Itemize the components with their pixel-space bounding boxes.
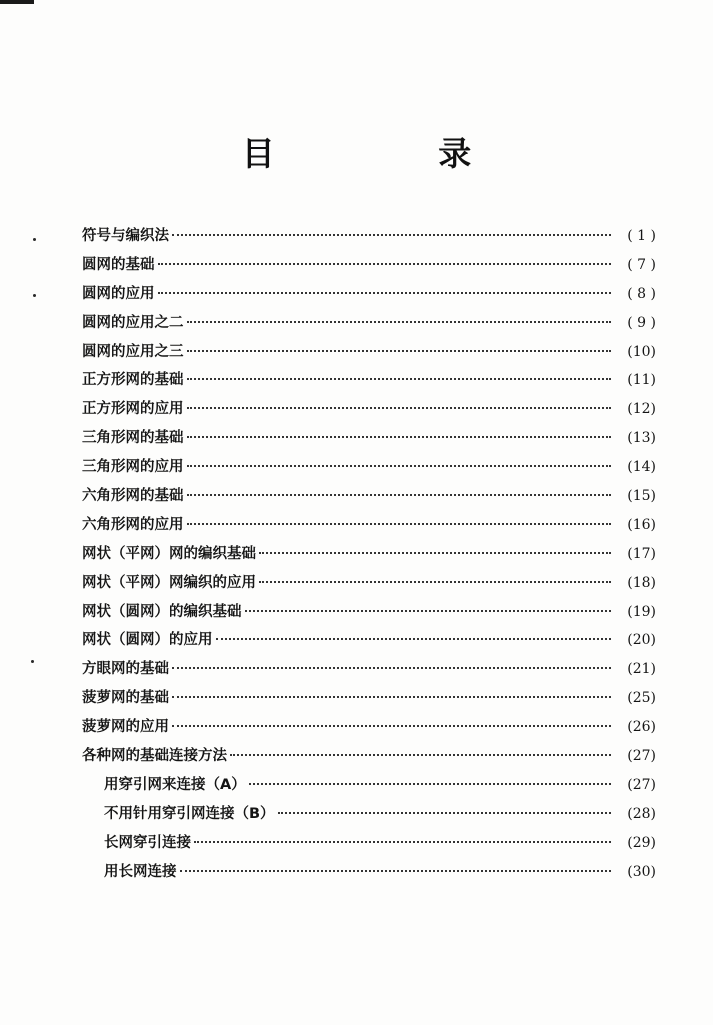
toc-entry-page-number: (28) [627,805,656,822]
toc-dot-leader [187,522,612,525]
toc-entry-page-number: (25) [627,690,656,707]
scan-speck [33,238,36,241]
toc-entry-page-number: ( 9 ) [627,314,656,331]
toc-entry-page-number: ( 8 ) [627,285,656,302]
toc-dot-leader [278,811,611,814]
toc-entry [82,482,656,511]
toc-entry-title: 六角形网的基础 [82,488,184,505]
toc-entry [82,569,656,598]
toc-entry-title: 网状（平网）网编织的应用 [82,574,256,591]
toc-entry [82,771,656,800]
toc-entry-page-number: (26) [627,719,656,736]
toc-entry-title: 圆网的应用之三 [82,343,184,360]
toc-dot-leader [187,464,612,467]
toc-entry-title: 菠萝网的应用 [82,719,169,736]
page-title: 目 录 [241,134,548,174]
toc-entry-page-number: (30) [627,863,656,880]
toc-dot-leader [187,349,612,352]
toc-dot-leader [158,262,612,265]
scan-speck [31,660,34,663]
toc-entry-title: 符号与编织法 [82,228,169,244]
toc-dot-leader [187,377,612,380]
toc-entry [82,800,656,829]
toc-entry [82,280,656,309]
toc-entry [82,222,656,251]
toc-entry [82,309,656,338]
toc-dot-leader [230,753,611,756]
toc-entry [82,366,656,395]
toc-dot-leader [172,666,611,669]
toc-entry [82,829,656,858]
toc-dot-leader [259,580,611,583]
toc-entry [82,251,656,280]
toc-entry-title: 正方形网的应用 [82,401,184,418]
toc-dot-leader [194,840,611,843]
toc-entry-title: 用穿引网来连接（A） [104,776,246,793]
toc-entry [82,511,656,540]
toc-dot-leader [172,233,611,236]
toc-entry-title: 各种网的基础连接方法 [82,748,227,765]
toc-entry-page-number: (21) [627,661,656,678]
toc-entry [82,453,656,482]
toc-entry [82,424,656,453]
toc-entry-title: 网状（圆网）的编织基础 [82,603,242,620]
toc-entry [82,858,656,887]
toc-entry [82,540,656,569]
toc-entry [82,655,656,684]
toc-entry [82,684,656,713]
toc-entry-title: 用长网连接 [104,863,177,880]
toc-entry-page-number: (11) [627,372,656,389]
toc-entry [82,338,656,367]
toc-entry-page-number: ( 7 ) [627,256,656,273]
toc-dot-leader [249,782,611,785]
toc-entry-page-number: (16) [627,516,656,533]
toc-entry-page-number: (20) [627,632,656,649]
toc-entry-title: 方眼网的基础 [82,661,169,678]
toc-entry-page-number: (19) [627,603,656,620]
toc-entry-page-number: (10) [627,343,656,360]
toc-entry-page-number: (27) [627,748,656,765]
toc-entry-title: 圆网的应用 [82,285,155,302]
toc-entry-title: 三角形网的基础 [82,430,184,447]
toc-entry-title: 长网穿引连接 [104,834,191,851]
toc-entry-title: 正方形网的基础 [82,372,184,389]
toc-entry-page-number: (29) [627,834,656,851]
toc-dot-leader [187,435,612,438]
toc-entry-title: 圆网的应用之二 [82,314,184,331]
toc-entry-page-number: ( 1 ) [627,228,656,244]
toc-entry-title: 六角形网的应用 [82,516,184,533]
toc-dot-leader [158,291,612,294]
toc-dot-leader [187,493,612,496]
toc-dot-leader [216,637,612,640]
toc-entry-title: 三角形网的应用 [82,459,184,476]
toc-entry-page-number: (13) [627,430,656,447]
toc-dot-leader [187,320,612,323]
toc-dot-leader [187,406,612,409]
toc-entry-page-number: (14) [627,459,656,476]
toc-dot-leader [180,869,612,872]
toc-entry-page-number: (27) [627,776,656,793]
toc-entry-page-number: (12) [627,401,656,418]
toc-entry [82,395,656,424]
toc-entry [82,713,656,742]
scan-speck [33,294,36,297]
toc-entry [82,626,656,655]
toc-entry-page-number: (15) [627,488,656,505]
toc-dot-leader [172,695,611,698]
toc-entry-title: 菠萝网的基础 [82,690,169,707]
toc-entry-title: 不用针用穿引网连接（B） [104,805,275,822]
toc-entry-title: 网状（平网）网的编织基础 [82,545,256,562]
scan-corner-mark [0,0,34,4]
toc-entry-title: 圆网的基础 [82,256,155,273]
toc-entry-title: 网状（圆网）的应用 [82,632,213,649]
toc-dot-leader [259,551,611,554]
table-of-contents [82,222,656,886]
toc-dot-leader [245,609,612,612]
toc-entry-page-number: (18) [627,574,656,591]
toc-entry-page-number: (17) [627,545,656,562]
toc-entry [82,742,656,771]
toc-entry [82,598,656,627]
toc-dot-leader [172,724,611,727]
